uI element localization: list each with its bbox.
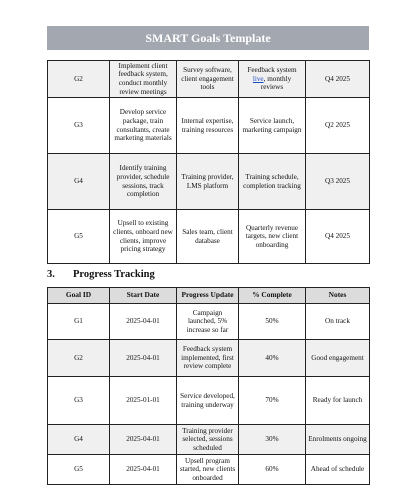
column-header-percent-complete: % Complete	[239, 288, 306, 304]
column-header-goal-id: Goal ID	[48, 288, 110, 304]
table-row	[48, 210, 370, 264]
deadline-cell: Q4 2025	[306, 210, 370, 264]
percent-complete-cell: 70%	[239, 377, 306, 425]
template-title: SMART Goals Template	[145, 30, 271, 45]
measure-text: Feedback system	[247, 66, 297, 75]
progress-table	[47, 287, 370, 485]
action-cell: Implement client feedback system, conduct monthly review meetings	[110, 61, 177, 98]
resources-cell: Sales team, client database	[177, 210, 239, 264]
section-title: Progress Tracking	[73, 269, 155, 280]
percent-complete-cell: 60%	[239, 455, 306, 485]
table-row	[48, 340, 370, 377]
progress-update-cell: Service developed, training underway	[177, 377, 239, 425]
percent-complete-cell: 40%	[239, 340, 306, 377]
goal-id-cell: G3	[48, 377, 110, 425]
goal-id-cell: G2	[48, 61, 110, 98]
column-header-progress-update: Progress Update	[177, 288, 239, 304]
measure-cell: Service launch, marketing campaign	[239, 98, 306, 154]
progress-update-cell: Training provider selected, sessions scheduled	[177, 425, 239, 455]
deadline-cell: Q2 2025	[306, 98, 370, 154]
goal-id-cell: G1	[48, 304, 110, 340]
notes-cell: On track	[306, 304, 370, 340]
percent-complete-cell: 30%	[239, 425, 306, 455]
resources-cell: Survey software, client engagement tools	[177, 61, 239, 98]
notes-cell: Ready for launch	[306, 377, 370, 425]
table-row	[48, 304, 370, 340]
table-row	[48, 61, 370, 98]
progress-update-cell: Feedback system implemented, first review complete	[177, 340, 239, 377]
table-row	[48, 98, 370, 154]
goal-id-cell: G5	[48, 455, 110, 485]
notes-cell: Ahead of schedule	[306, 455, 370, 485]
resources-cell: Training provider, LMS platform	[177, 154, 239, 210]
start-date-cell: 2025-04-01	[110, 455, 177, 485]
table-row	[48, 377, 370, 425]
percent-complete-cell: 50%	[239, 304, 306, 340]
progress-update-cell: Upsell program started, new clients onboarded	[177, 455, 239, 485]
start-date-cell: 2025-04-01	[110, 425, 177, 455]
header-row	[48, 288, 370, 304]
column-header-notes: Notes	[306, 288, 370, 304]
action-cell: Identify training provider, schedule sessions, track completion	[110, 154, 177, 210]
goal-id-cell: G4	[48, 154, 110, 210]
section-number: 3.	[47, 269, 55, 280]
action-cell: Upsell to existing clients, onboard new clients, improve pricing strategy	[110, 210, 177, 264]
deadline-cell: Q3 2025	[306, 154, 370, 210]
resources-cell: Internal expertise, training resources	[177, 98, 239, 154]
section-heading	[47, 269, 155, 280]
goal-id-cell: G4	[48, 425, 110, 455]
table-row	[48, 154, 370, 210]
live-link[interactable]: live	[252, 74, 264, 83]
measure-cell	[239, 61, 306, 98]
goal-id-cell: G3	[48, 98, 110, 154]
measure-text: , monthly reviews	[260, 74, 292, 92]
goal-id-cell: G5	[48, 210, 110, 264]
deadline-cell: Q4 2025	[306, 61, 370, 98]
start-date-cell: 2025-04-01	[110, 340, 177, 377]
notes-cell: Enrolments ongoing	[306, 425, 370, 455]
measure-cell: Training schedule, completion tracking	[239, 154, 306, 210]
action-cell: Develop service package, train consultants, create marketing materials	[110, 98, 177, 154]
start-date-cell: 2025-04-01	[110, 304, 177, 340]
goals-table	[47, 60, 370, 264]
measure-cell: Quarterly revenue targets, new client onboarding	[239, 210, 306, 264]
progress-update-cell: Campaign launched, 5% increase so far	[177, 304, 239, 340]
goal-id-cell: G2	[48, 340, 110, 377]
template-title-banner	[47, 26, 369, 50]
table-row	[48, 425, 370, 455]
start-date-cell: 2025-01-01	[110, 377, 177, 425]
notes-cell: Good engagement	[306, 340, 370, 377]
table-row	[48, 455, 370, 485]
column-header-start-date: Start Date	[110, 288, 177, 304]
